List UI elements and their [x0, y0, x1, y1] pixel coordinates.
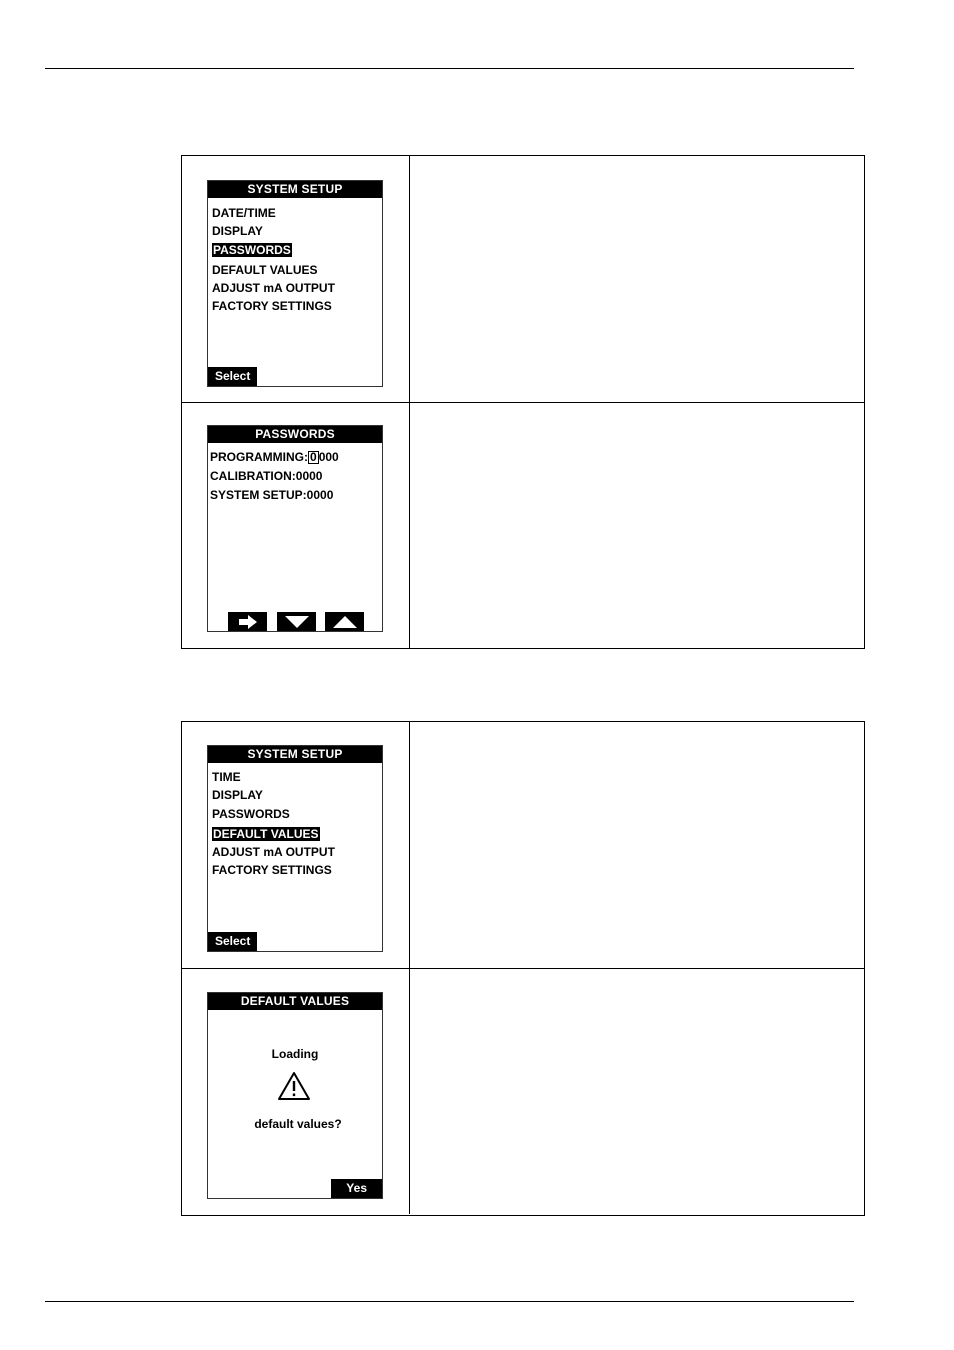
passwords-list: [210, 449, 380, 506]
description-cell: [410, 722, 864, 968]
select-softkey[interactable]: Select: [208, 367, 257, 386]
menu-item-default-values[interactable]: DEFAULT VALUES: [213, 827, 319, 841]
description-cell: [410, 156, 864, 402]
menu-item-time[interactable]: TIME: [212, 770, 241, 784]
select-softkey[interactable]: Select: [208, 932, 257, 951]
screen-title: PASSWORDS: [208, 426, 382, 443]
screen-title: SYSTEM SETUP: [208, 746, 382, 763]
warning-icon: [277, 1071, 311, 1106]
description-cell: [410, 403, 864, 648]
loading-text: Loading: [271, 1047, 319, 1061]
menu-item-display[interactable]: DISPLAY: [212, 224, 263, 238]
procedure-table-passwords: [181, 155, 865, 649]
default-values-question: default values?: [254, 1117, 342, 1131]
up-arrow-icon[interactable]: [325, 612, 364, 631]
menu-item-factory-settings[interactable]: FACTORY SETTINGS: [212, 299, 332, 313]
screen-title: SYSTEM SETUP: [208, 181, 382, 198]
header-rule: [45, 68, 854, 69]
calibration-password[interactable]: CALIBRATION:0000: [210, 469, 323, 483]
default-values-screen: [207, 992, 383, 1199]
table-row: [182, 403, 864, 648]
menu-item-date-time[interactable]: DATE/TIME: [212, 206, 276, 220]
table-row: [182, 969, 864, 1214]
system-setup-screen: [207, 180, 383, 387]
screen-cell: [182, 722, 410, 968]
right-arrow-icon[interactable]: [228, 612, 267, 631]
table-row: [182, 722, 864, 969]
menu-item-default-values[interactable]: DEFAULT VALUES: [212, 263, 318, 277]
down-arrow-icon[interactable]: [277, 612, 316, 631]
yes-softkey[interactable]: Yes: [331, 1179, 382, 1198]
system-setup-password[interactable]: SYSTEM SETUP:0000: [210, 488, 334, 502]
menu-item-passwords[interactable]: PASSWORDS: [213, 243, 291, 257]
description-cell: [410, 969, 864, 1214]
menu-item-adjust-ma-output[interactable]: ADJUST mA OUTPUT: [212, 281, 335, 295]
system-setup-menu: [212, 769, 378, 880]
system-setup-menu: [212, 205, 378, 316]
programming-password[interactable]: PROGRAMMING: 0 000: [210, 450, 339, 464]
table-row: [182, 156, 864, 403]
system-setup-screen: [207, 745, 383, 952]
menu-item-display[interactable]: DISPLAY: [212, 788, 263, 802]
menu-item-passwords[interactable]: PASSWORDS: [212, 807, 290, 821]
menu-item-adjust-ma-output[interactable]: ADJUST mA OUTPUT: [212, 845, 335, 859]
screen-cell: [182, 403, 410, 648]
screen-cell: [182, 156, 410, 402]
procedure-table-default-values: [181, 721, 865, 1216]
screen-title: DEFAULT VALUES: [208, 993, 382, 1010]
digit-cursor[interactable]: 0: [310, 450, 317, 464]
passwords-screen: [207, 425, 383, 632]
menu-item-factory-settings[interactable]: FACTORY SETTINGS: [212, 863, 332, 877]
footer-rule: [45, 1301, 854, 1302]
screen-cell: [182, 969, 410, 1214]
